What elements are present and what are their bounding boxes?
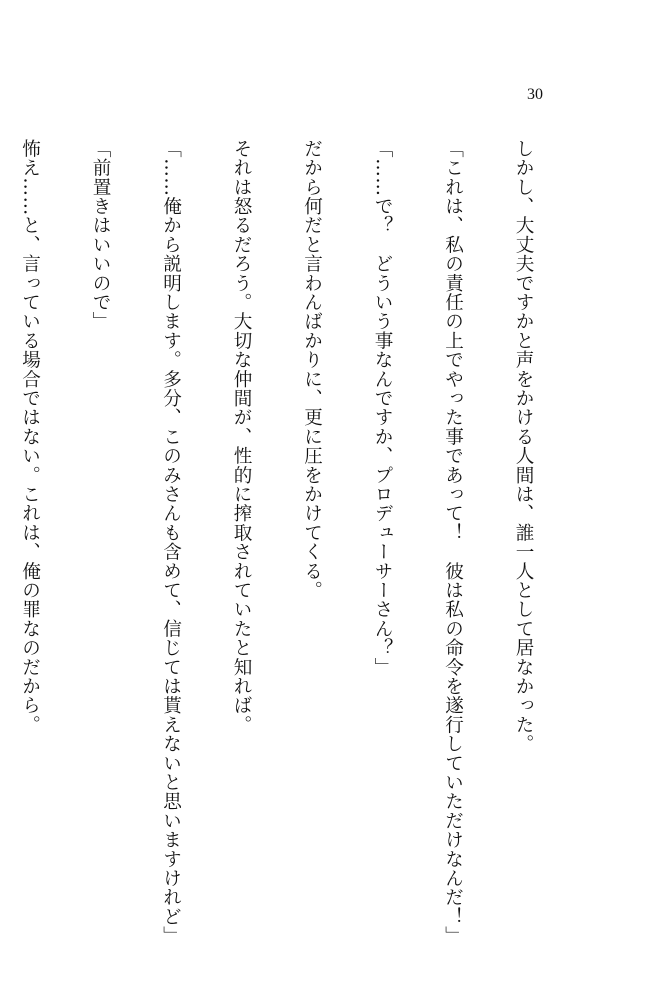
body-text xyxy=(19,139,582,946)
text-line: それは怒るだろう。大切な仲間が、性的に搾取されていたと知れば。 xyxy=(231,139,252,735)
text-line: 「……で？ どういう事なんですか、プロデューサーさん？」 xyxy=(372,139,393,677)
text-line: 「これは、私の責任の上でやった事であって！ 彼は私の命令を遂行していただけなんだ！」 xyxy=(442,139,464,946)
text-line: しかし、大丈夫ですかと声をかける人間は、誰一人として居なかった。 xyxy=(513,139,534,754)
text-line: 「……俺から説明します。多分、このみさんも含めて、信じては貰えないと思いますけれど」 xyxy=(160,139,182,946)
text-line: だから何だと言わんばかりに、更に圧をかけてくる。 xyxy=(301,139,323,600)
text-line: 「前置きはいいので」 xyxy=(90,139,111,331)
text-line: 怖え……と、言っている場合ではない。これは、俺の罪なのだから。 xyxy=(19,139,41,735)
page-number: 30 xyxy=(527,86,543,103)
